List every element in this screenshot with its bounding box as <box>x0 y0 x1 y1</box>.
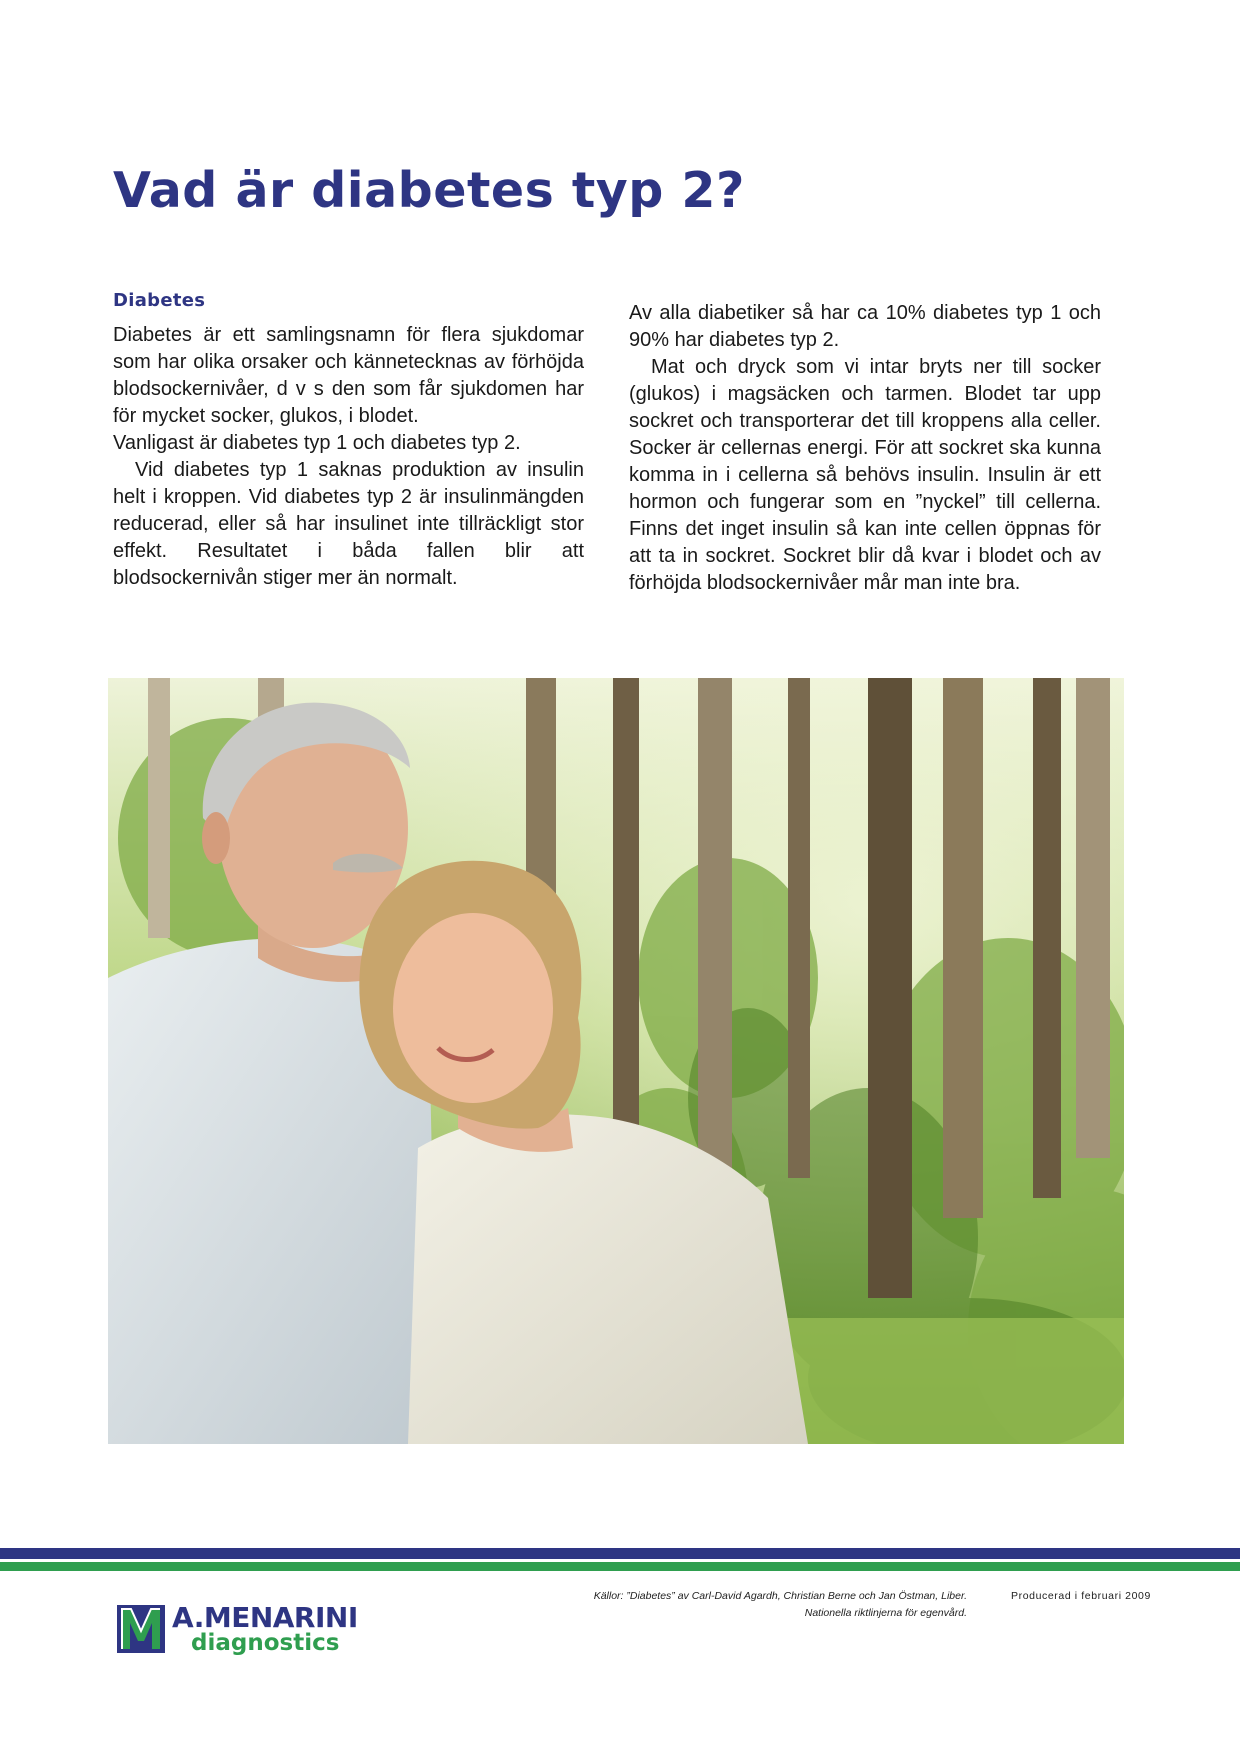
right-column <box>629 300 1101 597</box>
footer-band-green <box>0 1562 1240 1571</box>
sources-line: Nationella riktlinjerna för egenvård. <box>804 1607 967 1619</box>
produced-date: Producerad i februari 2009 <box>1011 1590 1151 1602</box>
paragraph: Vid diabetes typ 1 saknas produktion av insulin helt i kroppen. Vid diabetes typ 2 är insulinmängden reducerad, eller så har insulinet inte tillräckligt stor effekt. Resultatet i båda fallen blir att blodsockernivån stiger mer än normalt. <box>113 459 584 589</box>
sources-line: Källor: ”Diabetes” av Carl-David Agardh, Christian Berne och Jan Östman, Liber. <box>593 1590 967 1602</box>
paragraph: Diabetes är ett samlingsnamn för flera sjukdomar som har olika orsaker och kännetecknas av förhöjda blodsockernivåer, d v s den som får sjukdomen har för mycket socker, glukos, i blodet. <box>113 324 584 427</box>
logo-company-sub: diagnostics <box>191 1630 340 1656</box>
menarini-logo <box>117 1601 377 1656</box>
left-column <box>113 290 584 592</box>
paragraph: Vanligast är diabetes typ 1 och diabetes typ 2. <box>113 432 521 454</box>
page-title: Vad är diabetes typ 2? <box>113 162 745 219</box>
couple-in-forest-photo <box>108 678 1124 1444</box>
sources-note <box>594 1588 967 1622</box>
footer-band-blue <box>0 1548 1240 1559</box>
logo-company-name: A.MENARINI <box>172 1601 358 1634</box>
section-heading-diabetes: Diabetes <box>113 290 206 311</box>
menarini-logo-mark-icon <box>117 1605 165 1653</box>
paragraph: Av alla diabetiker så har ca 10% diabetes typ 1 och 90% har diabetes typ 2. <box>629 302 1101 351</box>
paragraph: Mat och dryck som vi intar bryts ner till socker (glukos) i magsäcken och tarmen. Blodet tar upp sockret och transporterar det till kroppens alla celler. Socker är cellernas energi. För att sockret ska kunna komma in i cellerna så behövs insulin. Insulin är ett hormon och fungerar som en ”nyckel” till cellerna. Finns det inget insulin så kan inte cellen öppnas för att ta in sockret. Sockret blir då kvar i blodet och av förhöjda blodsockernivåer mår man inte bra. <box>629 356 1101 594</box>
